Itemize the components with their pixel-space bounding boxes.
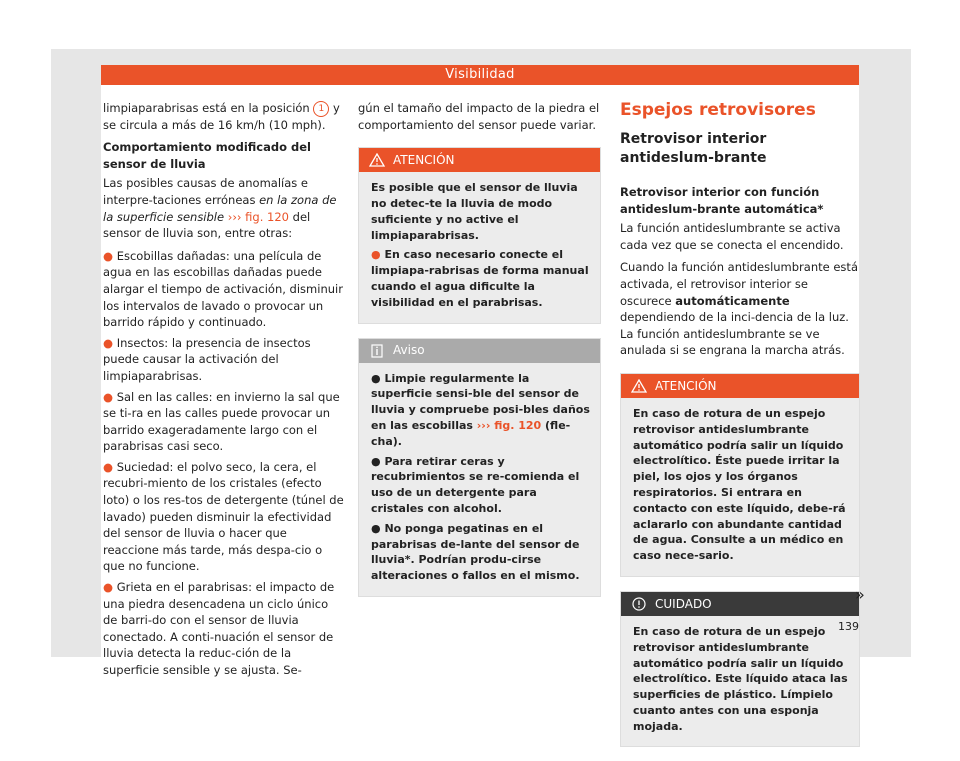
figure-reference-link[interactable]: ››› fig. 120: [476, 418, 542, 432]
paragraph-activation: La función antideslumbrante se activa cada vez que se conecta el encendido.: [620, 221, 844, 252]
paragraph-function: Cuando la función antideslumbrante está activada, el retrovisor interior se oscurece automáticamente dependiendo de la inci-dencia de la luz. La función antideslumbrante se ve anulada si se engrana la marcha atrás.: [620, 260, 858, 358]
section-title: Espejos retrovisores: [620, 100, 816, 120]
bullet-icon: ●: [103, 459, 114, 474]
warning-triangle-icon: [369, 153, 385, 167]
section-header: Visibilidad: [101, 65, 859, 85]
continue-marker: »: [855, 585, 865, 604]
warning-triangle-icon: [631, 379, 647, 393]
paragraph-causes: Las posibles causas de anomalías e interpre-taciones erróneas en la zona de la superficie sensible ››› fig. 120 del sensor de lluvia son, entre otras:: [103, 176, 337, 241]
page-number: 139: [838, 620, 859, 633]
subheading-auto-dimming: Retrovisor interior con función antideslum-brante automática*: [620, 185, 824, 216]
subheading-sensor-behavior: Comportamiento modificado del sensor de lluvia: [103, 140, 311, 171]
caution-box: [620, 591, 860, 748]
note-header: Aviso: [359, 339, 600, 363]
bullet-icon: ●: [103, 580, 114, 595]
warning-box: [358, 147, 601, 323]
caution-header: CUIDADO: [621, 592, 859, 616]
paragraph-continuation: gún el tamaño del impacto de la piedra el comportamiento del sensor puede variar.: [358, 101, 600, 132]
column-right: [620, 100, 860, 761]
position-number-badge: 1: [313, 101, 329, 117]
list-item: ● Suciedad: el polvo seco, la cera, el recubri-miento de los cristales (efecto loto) o los res-tos de detergente (túnel de lavado) pueden disminuir la efectividad del sensor de lluvia o hacer que reaccione más tarde, más despa-cio o que no funcione.: [103, 459, 344, 574]
list-item: ● No ponga pegatinas en el parabrisas de-lante del sensor de lluvia*. Podrían produ-cirse alteraciones o fallos en el mismo.: [371, 521, 580, 583]
list-item: ● Limpie regularmente la superficie sensi-ble del sensor de lluvia y compruebe posi-bles daños en las escobillas ››› fig. 120 (fle-cha).: [371, 371, 590, 448]
figure-reference-link[interactable]: ››› fig. 120: [224, 209, 289, 224]
paragraph-intro: limpiaparabrisas está en la posición 1 y se circula a más de 16 km/h (10 mph).: [103, 101, 340, 132]
caution-body: En caso de rotura de un espejo retrovisor antideslumbrante automático podría salir un líquido electrolítico. Este líquido ataca las superficies de plástico. Límpielo cuanto antes con una esponja mojada.: [621, 616, 859, 747]
list-item: ● Insectos: la presencia de insectos puede causar la activación del limpiaparabrisas.: [103, 335, 311, 383]
column-left: [103, 100, 346, 683]
bullet-icon: ●: [103, 389, 114, 404]
warning-body: En caso de rotura de un espejo retrovisor antideslumbrante automático podría salir un líquido electrolítico. Éste puede irritar la piel, los ojos y los órganos respiratorios. Si entrara en contacto con este líquido, debe-rá aclararlo con abundante cantidad de agua. Consulte a un médico en caso nece-sario.: [621, 398, 859, 576]
bullet-icon: ●: [103, 248, 114, 263]
bullet-icon: ●: [103, 335, 114, 350]
subsection-title: Retrovisor interior antideslum-brante: [620, 131, 767, 166]
note-box: [358, 338, 601, 597]
list-item: ● En caso necesario conecte el limpiapa-rabrisas de forma manual cuando el agua dificulte la visibilidad en el parabrisas.: [371, 248, 589, 309]
column-middle: [358, 100, 601, 611]
list-item: ● Sal en las calles: en invierno la sal que se ti-ra en las calles puede provocar un barrido exageradamente largo con el parabrisas casi seco.: [103, 389, 340, 454]
info-icon: [369, 344, 385, 358]
warning-header: ATENCIÓN: [359, 148, 600, 172]
bullet-icon: ●: [371, 248, 381, 262]
note-body: [359, 363, 600, 596]
warning-header: ATENCIÓN: [621, 374, 859, 398]
warning-box: [620, 373, 860, 577]
warning-body: Es posible que el sensor de lluvia no detec-te la lluvia de modo suficiente y no active el limpiaparabrisas. ● En caso necesario conecte el limpiapa-rabrisas de forma manual cuando el agua dificulte la visibilidad en el parabrisas.: [359, 172, 600, 322]
list-item: ● Para retirar ceras y recubrimientos se re-comienda el uso de un detergente para cristales con alcohol.: [371, 454, 580, 515]
list-item: ● Grieta en el parabrisas: el impacto de una piedra desencadena un ciclo único de barri-do con el sensor de lluvia conectado. A conti-nuación el sensor de lluvia detecta la reduc-ción de la superficie sensible y se ajusta. Se-: [103, 580, 335, 677]
list-item: ● Escobillas dañadas: una película de agua en las escobillas dañadas puede alargar el tiempo de activación, disminuir los intervalos de lavado o provocar un barrido rápido y continuado.: [103, 248, 343, 330]
caution-circle-icon: [631, 597, 647, 611]
